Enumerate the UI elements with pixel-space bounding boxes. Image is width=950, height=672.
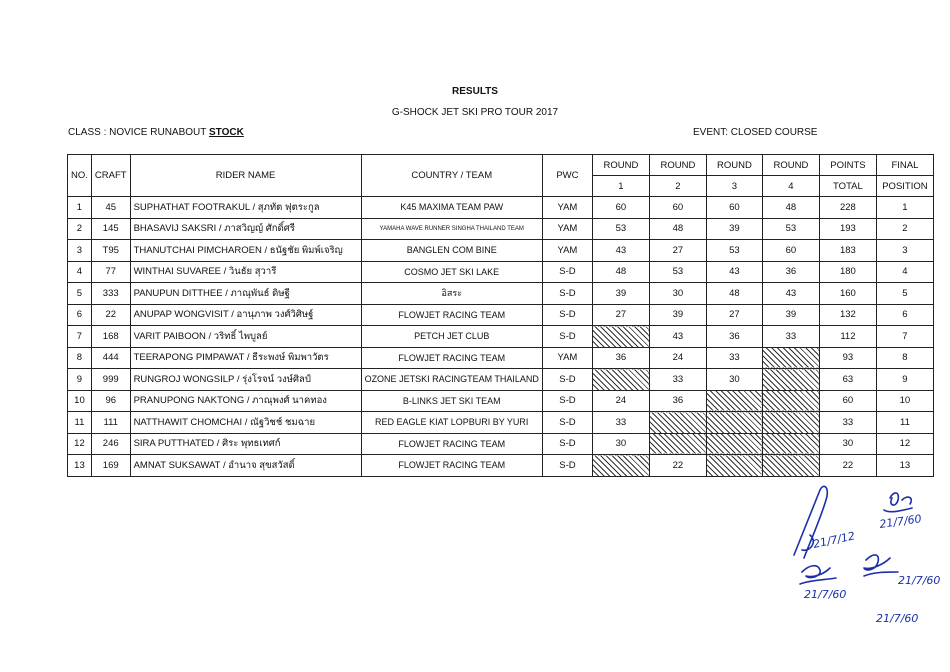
- cell-position: 2: [876, 218, 933, 240]
- cell-rider: WINTHAI SUVAREE / วินธัย สุวารี: [130, 261, 361, 283]
- cell-r3: 27: [706, 304, 762, 326]
- table-row: [68, 390, 934, 412]
- col-craft: CRAFT: [91, 155, 130, 197]
- cell-no: 12: [68, 433, 92, 455]
- cell-team: PETCH JET CLUB: [361, 326, 542, 348]
- cell-craft: 111: [91, 412, 130, 434]
- cell-r4: [762, 455, 819, 477]
- col-round-3-num: 3: [706, 176, 762, 197]
- col-round-4: ROUND: [762, 155, 819, 176]
- table-row: [68, 412, 934, 434]
- cell-pwc: S-D: [542, 412, 592, 434]
- cell-position: 3: [876, 240, 933, 262]
- cell-team: OZONE JETSKI RACINGTEAM THAILAND: [361, 369, 542, 391]
- cell-team: อิสระ: [361, 283, 542, 305]
- cell-no: 5: [68, 283, 92, 305]
- table-row: [68, 240, 934, 262]
- cell-craft: 45: [91, 197, 130, 219]
- cell-position: 11: [876, 412, 933, 434]
- cell-team: COSMO JET SKI LAKE: [361, 261, 542, 283]
- cell-no: 13: [68, 455, 92, 477]
- cell-r4: 53: [762, 218, 819, 240]
- cell-r4: [762, 347, 819, 369]
- table-row: [68, 326, 934, 348]
- cell-total: 228: [819, 197, 876, 219]
- cell-r2: [649, 433, 706, 455]
- cell-team: B-LINKS JET SKI TEAM: [361, 390, 542, 412]
- results-table: [67, 154, 934, 477]
- cell-r1: [592, 455, 649, 477]
- cell-team: FLOWJET RACING TEAM: [361, 433, 542, 455]
- cell-r1: 30: [592, 433, 649, 455]
- table-row: [68, 455, 934, 477]
- cell-position: 1: [876, 197, 933, 219]
- cell-total: 183: [819, 240, 876, 262]
- cell-pwc: S-D: [542, 455, 592, 477]
- cell-no: 10: [68, 390, 92, 412]
- cell-r4: 33: [762, 326, 819, 348]
- cell-r2: 53: [649, 261, 706, 283]
- cell-r2: 60: [649, 197, 706, 219]
- cell-no: 6: [68, 304, 92, 326]
- cell-rider: BHASAVIJ SAKSRI / ภาสวิญญ์ ศักดิ์ศรี: [130, 218, 361, 240]
- cell-position: 5: [876, 283, 933, 305]
- cell-position: 7: [876, 326, 933, 348]
- cell-team: FLOWJET RACING TEAM: [361, 455, 542, 477]
- cell-craft: 22: [91, 304, 130, 326]
- cell-r3: [706, 433, 762, 455]
- results-title: RESULTS: [452, 86, 498, 97]
- cell-r2: 27: [649, 240, 706, 262]
- col-round-4-num: 4: [762, 176, 819, 197]
- cell-position: 10: [876, 390, 933, 412]
- cell-no: 9: [68, 369, 92, 391]
- cell-r3: 39: [706, 218, 762, 240]
- cell-r4: [762, 369, 819, 391]
- cell-no: 4: [68, 261, 92, 283]
- cell-position: 4: [876, 261, 933, 283]
- cell-r1: 48: [592, 261, 649, 283]
- cell-total: 180: [819, 261, 876, 283]
- cell-total: 132: [819, 304, 876, 326]
- cell-team: BANGLEN COM BINE: [361, 240, 542, 262]
- cell-team: RED EAGLE KIAT LOPBURI BY YURI: [361, 412, 542, 434]
- cell-rider: ANUPAP WONGVISIT / อานุภาพ วงศ์วิศิษฐ์: [130, 304, 361, 326]
- cell-no: 1: [68, 197, 92, 219]
- table-body: [68, 197, 934, 477]
- cell-pwc: S-D: [542, 433, 592, 455]
- cell-craft: 96: [91, 390, 130, 412]
- cell-pwc: YAM: [542, 218, 592, 240]
- cell-rider: VARIT PAIBOON / วริทธิ์ ไพบูลย์: [130, 326, 361, 348]
- cell-pwc: YAM: [542, 240, 592, 262]
- col-total: TOTAL: [819, 176, 876, 197]
- cell-r2: 36: [649, 390, 706, 412]
- col-position: POSITION: [876, 176, 933, 197]
- col-team: COUNTRY / TEAM: [361, 155, 542, 197]
- cell-pwc: S-D: [542, 304, 592, 326]
- cell-craft: 169: [91, 455, 130, 477]
- cell-team: FLOWJET RACING TEAM: [361, 304, 542, 326]
- cell-r4: 60: [762, 240, 819, 262]
- table-row: [68, 218, 934, 240]
- cell-r3: [706, 390, 762, 412]
- cell-rider: NATTHAWIT CHOMCHAI / ณัฐวิชช์ ชมฉาย: [130, 412, 361, 434]
- cell-team: K45 MAXIMA TEAM PAW: [361, 197, 542, 219]
- cell-total: 160: [819, 283, 876, 305]
- table-row: [68, 433, 934, 455]
- class-label: CLASS : NOVICE RUNABOUT: [68, 127, 207, 138]
- signature-date-2: 21/7/60: [878, 512, 923, 531]
- cell-no: 2: [68, 218, 92, 240]
- table-row: [68, 197, 934, 219]
- cell-r4: [762, 390, 819, 412]
- cell-r2: 33: [649, 369, 706, 391]
- cell-rider: SIRA PUTTHATED / ศิระ พุทธเทศก์: [130, 433, 361, 455]
- cell-r3: 33: [706, 347, 762, 369]
- cell-r1: [592, 369, 649, 391]
- col-final: FINAL: [876, 155, 933, 176]
- cell-r4: 48: [762, 197, 819, 219]
- cell-r4: [762, 433, 819, 455]
- cell-team: FLOWJET RACING TEAM: [361, 347, 542, 369]
- cell-pwc: S-D: [542, 390, 592, 412]
- cell-r3: 43: [706, 261, 762, 283]
- cell-no: 11: [68, 412, 92, 434]
- cell-rider: TEERAPONG PIMPAWAT / ธีระพงษ์ พิมพาวัตร: [130, 347, 361, 369]
- cell-r1: 43: [592, 240, 649, 262]
- table-row: [68, 261, 934, 283]
- col-no: NO.: [68, 155, 92, 197]
- cell-r3: [706, 412, 762, 434]
- cell-rider: AMNAT SUKSAWAT / อำนาจ สุขสวัสดิ์: [130, 455, 361, 477]
- signature-date-1: 21/7/12: [811, 529, 857, 551]
- cell-craft: 444: [91, 347, 130, 369]
- col-round-1: ROUND: [592, 155, 649, 176]
- cell-craft: 246: [91, 433, 130, 455]
- cell-r2: 30: [649, 283, 706, 305]
- cell-r3: 53: [706, 240, 762, 262]
- event-type: EVENT: CLOSED COURSE: [693, 127, 818, 138]
- class-value: STOCK: [208, 127, 244, 138]
- class-line: [68, 127, 244, 138]
- cell-craft: 333: [91, 283, 130, 305]
- cell-r2: 22: [649, 455, 706, 477]
- table-row: [68, 369, 934, 391]
- cell-total: 112: [819, 326, 876, 348]
- cell-r3: 60: [706, 197, 762, 219]
- cell-craft: 77: [91, 261, 130, 283]
- cell-team: YAMAHA WAVE RUNNER SINGHA THAILAND TEAM: [361, 218, 542, 240]
- cell-total: 63: [819, 369, 876, 391]
- cell-r2: 39: [649, 304, 706, 326]
- cell-rider: THANUTCHAI PIMCHAROEN / ธนัฐชัย พิมพ์เจริญ: [130, 240, 361, 262]
- cell-pwc: S-D: [542, 369, 592, 391]
- col-rider: RIDER NAME: [130, 155, 361, 197]
- cell-pwc: S-D: [542, 283, 592, 305]
- cell-r1: 36: [592, 347, 649, 369]
- col-pwc: PWC: [542, 155, 592, 197]
- cell-r1: 39: [592, 283, 649, 305]
- cell-pwc: S-D: [542, 326, 592, 348]
- cell-craft: 168: [91, 326, 130, 348]
- cell-rider: PANUPUN DITTHEE / ภาณุพันธ์ ดิษฐี: [130, 283, 361, 305]
- signatures: [780, 480, 950, 670]
- cell-craft: 145: [91, 218, 130, 240]
- cell-r3: [706, 455, 762, 477]
- cell-r3: 30: [706, 369, 762, 391]
- col-round-3: ROUND: [706, 155, 762, 176]
- col-round-2-num: 2: [649, 176, 706, 197]
- cell-r1: 24: [592, 390, 649, 412]
- signature-date-4: 21/7/60: [898, 574, 941, 587]
- cell-total: 193: [819, 218, 876, 240]
- cell-r4: 39: [762, 304, 819, 326]
- cell-total: 93: [819, 347, 876, 369]
- cell-craft: T95: [91, 240, 130, 262]
- cell-r1: 60: [592, 197, 649, 219]
- cell-r3: 48: [706, 283, 762, 305]
- table-header: [68, 155, 934, 197]
- cell-craft: 999: [91, 369, 130, 391]
- table-row: [68, 347, 934, 369]
- cell-pwc: S-D: [542, 261, 592, 283]
- cell-r2: 24: [649, 347, 706, 369]
- cell-total: 33: [819, 412, 876, 434]
- cell-total: 22: [819, 455, 876, 477]
- cell-r3: 36: [706, 326, 762, 348]
- signature-date-3: 21/7/60: [804, 588, 847, 601]
- event-title: G-SHOCK JET SKI PRO TOUR 2017: [391, 107, 559, 118]
- cell-total: 60: [819, 390, 876, 412]
- cell-position: 12: [876, 433, 933, 455]
- cell-r1: [592, 326, 649, 348]
- signature-2: [884, 493, 912, 512]
- cell-rider: SUPHATHAT FOOTRAKUL / สุภทัต ฟุตระกูล: [130, 197, 361, 219]
- cell-pwc: YAM: [542, 197, 592, 219]
- col-round-1-num: 1: [592, 176, 649, 197]
- cell-r2: 48: [649, 218, 706, 240]
- cell-r2: 43: [649, 326, 706, 348]
- cell-no: 7: [68, 326, 92, 348]
- cell-position: 6: [876, 304, 933, 326]
- cell-r4: 43: [762, 283, 819, 305]
- cell-no: 3: [68, 240, 92, 262]
- cell-r1: 33: [592, 412, 649, 434]
- cell-total: 30: [819, 433, 876, 455]
- cell-r1: 53: [592, 218, 649, 240]
- cell-pwc: YAM: [542, 347, 592, 369]
- signature-3: [800, 566, 836, 584]
- cell-r4: [762, 412, 819, 434]
- cell-r1: 27: [592, 304, 649, 326]
- cell-r2: [649, 412, 706, 434]
- cell-rider: PRANUPONG NAKTONG / ภาณุพงศ์ นาคทอง: [130, 390, 361, 412]
- signature-date-5: 21/7/60: [876, 612, 919, 625]
- cell-position: 13: [876, 455, 933, 477]
- cell-rider: RUNGROJ WONGSILP / รุ่งโรจน์ วงษ์ศิลป์: [130, 369, 361, 391]
- cell-no: 8: [68, 347, 92, 369]
- table-row: [68, 283, 934, 305]
- signature-4: [864, 555, 898, 576]
- cell-position: 9: [876, 369, 933, 391]
- cell-r4: 36: [762, 261, 819, 283]
- col-round-2: ROUND: [649, 155, 706, 176]
- cell-position: 8: [876, 347, 933, 369]
- table-row: [68, 304, 934, 326]
- col-points: POINTS: [819, 155, 876, 176]
